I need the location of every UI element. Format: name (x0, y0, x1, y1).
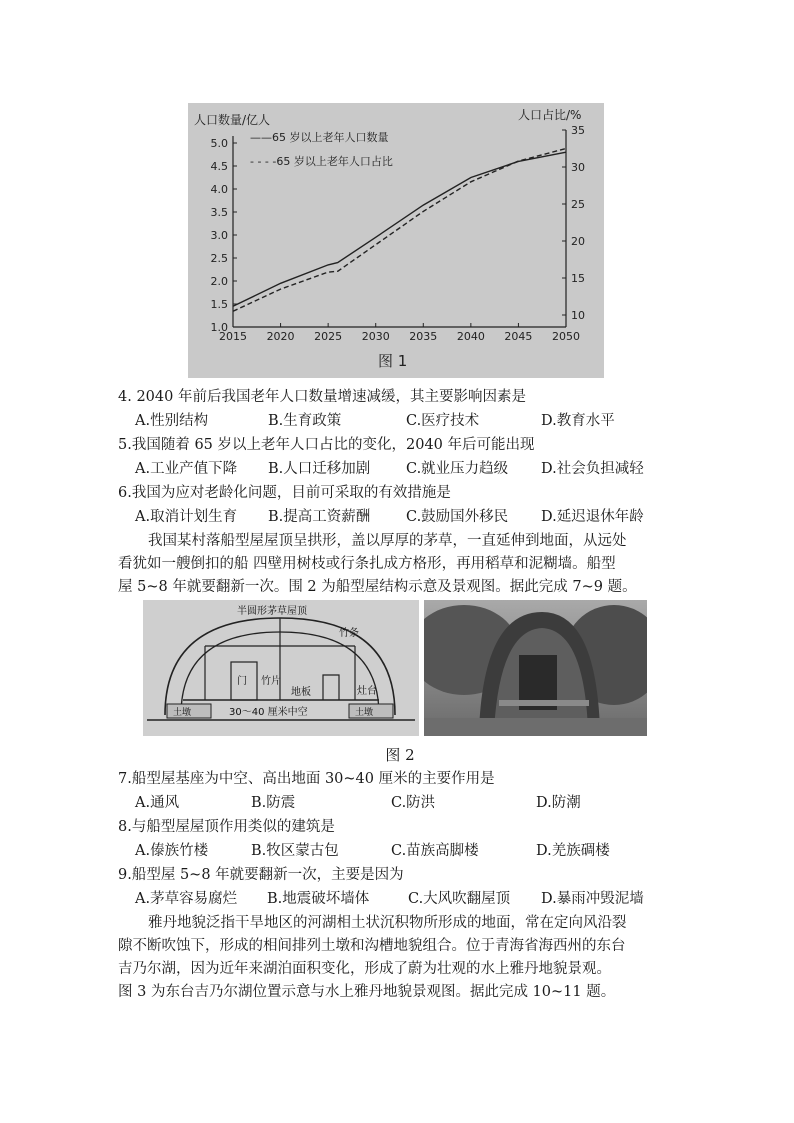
label-floor: 地板 (291, 687, 311, 698)
passage1-line-1: 我国某村落船型屋屋顶呈拱形，盖以厚厚的茅草，一直延伸到地面，从远处 (148, 533, 627, 549)
label-base-left: 土墩 (173, 708, 192, 718)
question-8-stem: 8.与船型屋屋顶作用类似的建筑是 (118, 819, 335, 835)
question-7-stem: 7.船型屋基座为中空、高出地面 30~40 厘米的主要作用是 (118, 771, 495, 787)
q4-option-c: C.医疗技术 (406, 413, 480, 429)
q5-option-b: B.人口迁移加剧 (268, 461, 371, 477)
y-left-tick-label: 5.0 (210, 137, 228, 150)
population-chart-svg (188, 103, 604, 378)
x-tick-label: 2045 (504, 330, 533, 343)
fig1-caption: 图 1 (378, 352, 408, 370)
x-tick-label: 2040 (456, 330, 485, 343)
passage2-line-2: 隙不断吹蚀下，形成的相间排列土墩和沟槽地貌组合。位于青海省海西州的东台 (118, 938, 626, 954)
y-left-tick-label: 1.5 (210, 298, 228, 311)
x-tick-label: 2050 (552, 330, 580, 343)
passage2-line-3: 吉乃尔湖，因为近年来湖泊面积变化，形成了蔚为壮观的水上雅丹地貌景观。 (118, 961, 611, 977)
q5-option-c: C.就业压力趋级 (406, 461, 509, 477)
q8-option-a: A.傣族竹楼 (135, 843, 209, 859)
y-left-tick-label: 4.5 (210, 160, 228, 173)
right-axis-title: 人口占比/% (518, 108, 582, 122)
boat-house-photo-svg (424, 600, 647, 736)
left-axis-title: 人口数量/亿人 (194, 113, 271, 127)
question-6-stem: 6.我国为应对老龄化问题，目前可采取的有效措施是 (118, 485, 451, 501)
y-right-tick-label: 25 (571, 198, 585, 211)
y-left-tick-label: 1.0 (210, 321, 228, 334)
label-roof: 半圆形茅草屋顶 (237, 606, 307, 617)
q9-option-c: C.大风吹翻屋顶 (408, 891, 511, 907)
legend-share: - - - -65 岁以上老年人口占比 (250, 155, 393, 168)
label-door: 门 (237, 676, 247, 687)
series-line-share (233, 149, 566, 312)
q6-option-a: A.取消计划生育 (135, 509, 238, 525)
boat-house-photo (424, 600, 647, 736)
q7-option-b: B.防震 (251, 795, 296, 811)
y-right-tick-label: 20 (571, 235, 585, 248)
y-right-tick-label: 15 (571, 272, 585, 285)
label-stove: 灶台 (357, 686, 377, 697)
label-hollow: 30～40 厘米中空 (229, 707, 308, 718)
passage2-line-4: 图 3 为东台吉乃尔湖位置示意与水上雅丹地貌景观图。据此完成 10~11 题。 (118, 984, 616, 1000)
q5-option-d: D.社会负担减轻 (541, 461, 644, 477)
question-5-stem: 5.我国随着 65 岁以上老年人口占比的变化，2040 年后可能出现 (118, 437, 535, 453)
passage1-line-3: 屋 5~8 年就要翻新一次。围 2 为船型屋结构示意及景观图。据此完成 7~9 题。 (118, 579, 637, 595)
y-left-tick-label: 2.5 (210, 252, 228, 265)
q8-option-b: B.牧区蒙古包 (251, 843, 339, 859)
population-chart (188, 103, 604, 378)
x-tick-label: 2015 (219, 330, 247, 343)
x-tick-label: 2020 (266, 330, 295, 343)
q7-option-d: D.防潮 (536, 795, 581, 811)
label-base-right: 土墩 (355, 708, 374, 718)
q8-option-d: D.羌族碉楼 (536, 843, 610, 859)
q9-option-b: B.地震破坏墙体 (267, 891, 370, 907)
x-tick-label: 2035 (409, 330, 438, 343)
q4-option-b: B.生育政策 (268, 413, 342, 429)
q7-option-a: A.通风 (135, 795, 180, 811)
y-left-tick-label: 3.5 (210, 206, 228, 219)
q6-option-d: D.延迟退休年龄 (541, 509, 644, 525)
passage1-line-2: 看犹如一艘倒扣的船 四壁用树枝或行条扎成方格形，再用稻草和泥糊墙。船型 (118, 556, 616, 572)
series-line-count (233, 152, 566, 306)
x-tick-label: 2030 (361, 330, 390, 343)
label-bamboo: 竹条 (339, 628, 359, 639)
q6-option-b: B.提高工资薪酬 (268, 509, 371, 525)
label-bamboo-sheet: 竹片 (261, 676, 281, 687)
q7-option-c: C.防洪 (391, 795, 436, 811)
y-left-tick-label: 2.0 (210, 275, 228, 288)
fig2-caption: 图 2 (385, 746, 415, 764)
q5-option-a: A.工业产值下降 (135, 461, 238, 477)
legend (250, 130, 393, 168)
question-4-stem: 4. 2040 年前后我国老年人口数量增速减缓，其主要影响因素是 (118, 389, 526, 405)
y-left-tick-label: 3.0 (210, 229, 228, 242)
y-left-tick-label: 4.0 (210, 183, 228, 196)
q9-option-a: A.茅草容易腐烂 (135, 891, 238, 907)
legend-count: ——65 岁以上老年人口数量 (250, 131, 389, 144)
y-right-tick-label: 35 (571, 124, 585, 137)
boat-house-diagram (143, 600, 419, 736)
q4-option-a: A.性别结构 (135, 413, 209, 429)
x-tick-label: 2025 (314, 330, 343, 343)
q6-option-c: C.鼓励国外移民 (406, 509, 509, 525)
question-9-stem: 9.船型屋 5~8 年就要翻新一次，主要是因为 (118, 867, 404, 883)
q4-option-d: D.教育水平 (541, 413, 615, 429)
boat-house-diagram-svg (143, 600, 419, 736)
q8-option-c: C.苗族高脚楼 (391, 843, 479, 859)
y-right-tick-label: 10 (571, 309, 585, 322)
passage2-line-1: 雅丹地貌泛指干旱地区的河湖相土状沉积物所形成的地面，常在定向风沿裂 (148, 915, 627, 931)
y-right-tick-label: 30 (571, 161, 585, 174)
q9-option-d: D.暴雨冲毁泥墙 (541, 891, 644, 907)
